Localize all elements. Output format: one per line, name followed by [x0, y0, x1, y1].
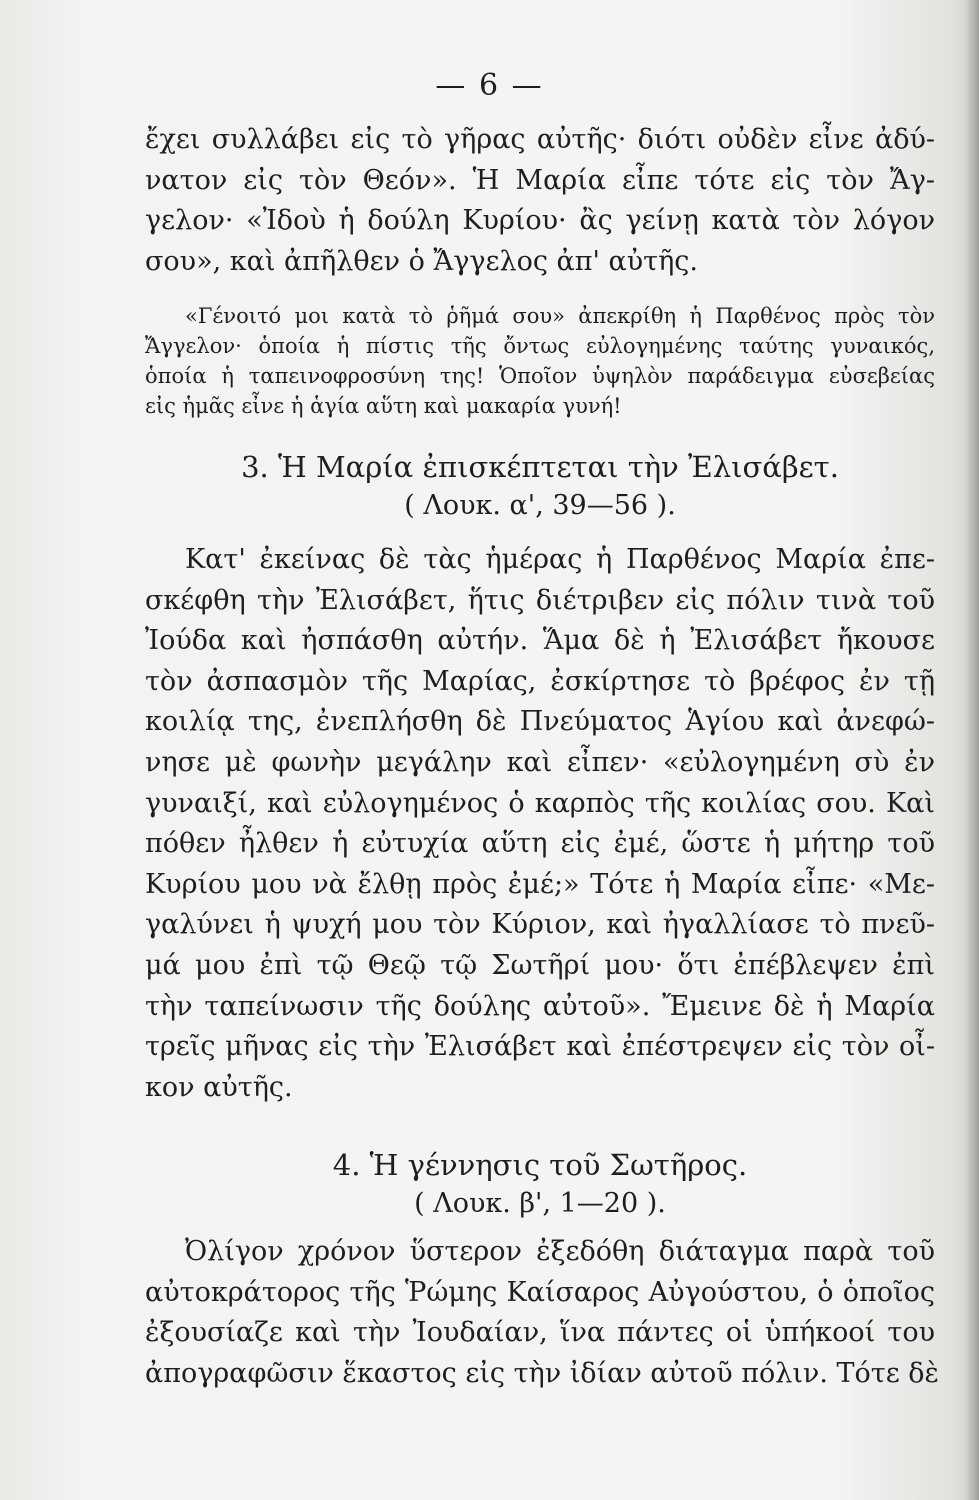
text-line: Ἄγγελον· ὁποία ἡ πίστις τῆς ὄντως εὐλογημένης ταύτης γυναικός, [145, 334, 935, 358]
page-number: — 6 — [435, 68, 544, 103]
page-edge-shadow [965, 0, 979, 1500]
text-line: τὴν ταπείνωσιν τῆς δούλης αὐτοῦ». Ἔμεινε δὲ ἡ Μαρία [145, 990, 935, 1022]
text-line: εἰς ἡμᾶς εἶνε ἡ ἁγία αὕτη καὶ μακαρία γυνή! [145, 394, 622, 418]
text-line: σκέφθη τὴν Ἐλισάβετ, ἥτις διέτριβεν εἰς πόλιν τινὰ τοῦ [145, 584, 935, 616]
text-line: κον αὐτῆς. [145, 1071, 293, 1103]
section-3-reference: ( Λουκ. α', 39—56 ). [404, 490, 676, 521]
paragraph-2 [145, 540, 935, 1108]
section-4-reference: ( Λουκ. β', 1—20 ). [414, 1188, 666, 1219]
text-line: Κυρίου μου νὰ ἔλθῃ πρὸς ἐμέ;» Τότε ἡ Μαρία εἶπε· «Με- [145, 868, 935, 900]
text-line: ὁποία ἡ ταπεινοφροσύνη της! Ὁποῖον ὑψηλὸν παράδειγμα εὐσεβείας [145, 364, 935, 388]
text-line: γελον· «Ἰδοὺ ἡ δούλη Κυρίου· ἂς γείνῃ κατὰ τὸν λόγον [145, 205, 935, 237]
text-line: Ὀλίγον χρόνον ὕστερον ἐξεδόθη διάταγμα παρὰ τοῦ [185, 1236, 935, 1267]
text-line: Ἰούδα καὶ ἠσπάσθη αὐτήν. Ἅμα δὲ ἡ Ἐλισάβετ ἤκουσε [145, 625, 935, 657]
section-4-title: 4. Ἡ γέννησις τοῦ Σωτῆρος. [332, 1148, 748, 1182]
text-line: τὸν ἀσπασμὸν τῆς Μαρίας, ἐσκίρτησε τὸ βρέφος ἐν τῇ [145, 665, 935, 697]
text-line: γαλύνει ἡ ψυχή μου τὸν Κύριον, καὶ ἠγαλλίασε τὸ πνεῦ- [145, 909, 935, 941]
commentary-note [145, 301, 935, 421]
text-line: αὐτοκράτορος τῆς Ῥώμης Καίσαρος Αὐγούστου, ὁ ὁποῖος [145, 1276, 935, 1308]
paragraph-3 [145, 1232, 940, 1394]
text-line: σου», καὶ ἀπῆλθεν ὁ Ἄγγελος ἀπ' αὐτῆς. [145, 245, 698, 277]
section-3-title: 3. Ἡ Μαρία ἐπισκέπτεται τὴν Ἐλισάβετ. [241, 450, 839, 484]
text-line: νατον εἰς τὸν Θεόν». Ἡ Μαρία εἶπε τότε εἰς τὸν Ἄγ- [145, 164, 935, 196]
text-line: πόθεν ἦλθεν ἡ εὐτυχία αὕτη εἰς ἐμέ, ὥστε ἡ μήτηρ τοῦ [145, 828, 935, 860]
text-line: μά μου ἐπὶ τῷ Θεῷ τῷ Σωτῆρί μου· ὅτι ἐπέβλεψεν ἐπὶ [145, 949, 935, 981]
text-line: ἀπογραφῶσιν ἕκαστος εἰς τὴν ἰδίαν αὐτοῦ πόλιν. Τότε δὲ [145, 1357, 940, 1389]
text-line: ἐξουσίαζε καὶ τὴν Ἰουδαίαν, ἵνα πάντες οἱ ὑπήκοοί του [145, 1317, 935, 1349]
text-line: κοιλίᾳ της, ἐνεπλήσθη δὲ Πνεύματος Ἁγίου καὶ ἀνεφώ- [145, 706, 935, 738]
text-line: Κατ' ἐκείνας δὲ τὰς ἡμέρας ἡ Παρθένος Μαρία ἐπε- [185, 544, 935, 575]
text-line: τρεῖς μῆνας εἰς τὴν Ἐλισάβετ καὶ ἐπέστρεψεν εἰς τὸν οἶ- [145, 1031, 935, 1063]
text-line: «Γένοιτό μοι κατὰ τὸ ῥῆμά σου» ἀπεκρίθη ἡ Παρθένος πρὸς τὸν [185, 304, 935, 328]
text-line: γυναιξί, καὶ εὐλογημένος ὁ καρπὸς τῆς κοιλίας σου. Καὶ [145, 787, 935, 819]
text-line: ἔχει συλλάβει εἰς τὸ γῆρας αὐτῆς· διότι οὐδὲν εἶνε ἀδύ- [145, 124, 935, 155]
text-line: νησε μὲ φωνὴν μεγάλην καὶ εἶπεν· «εὐλογημένη σὺ ἐν [145, 746, 935, 778]
paragraph-1 [145, 120, 935, 282]
